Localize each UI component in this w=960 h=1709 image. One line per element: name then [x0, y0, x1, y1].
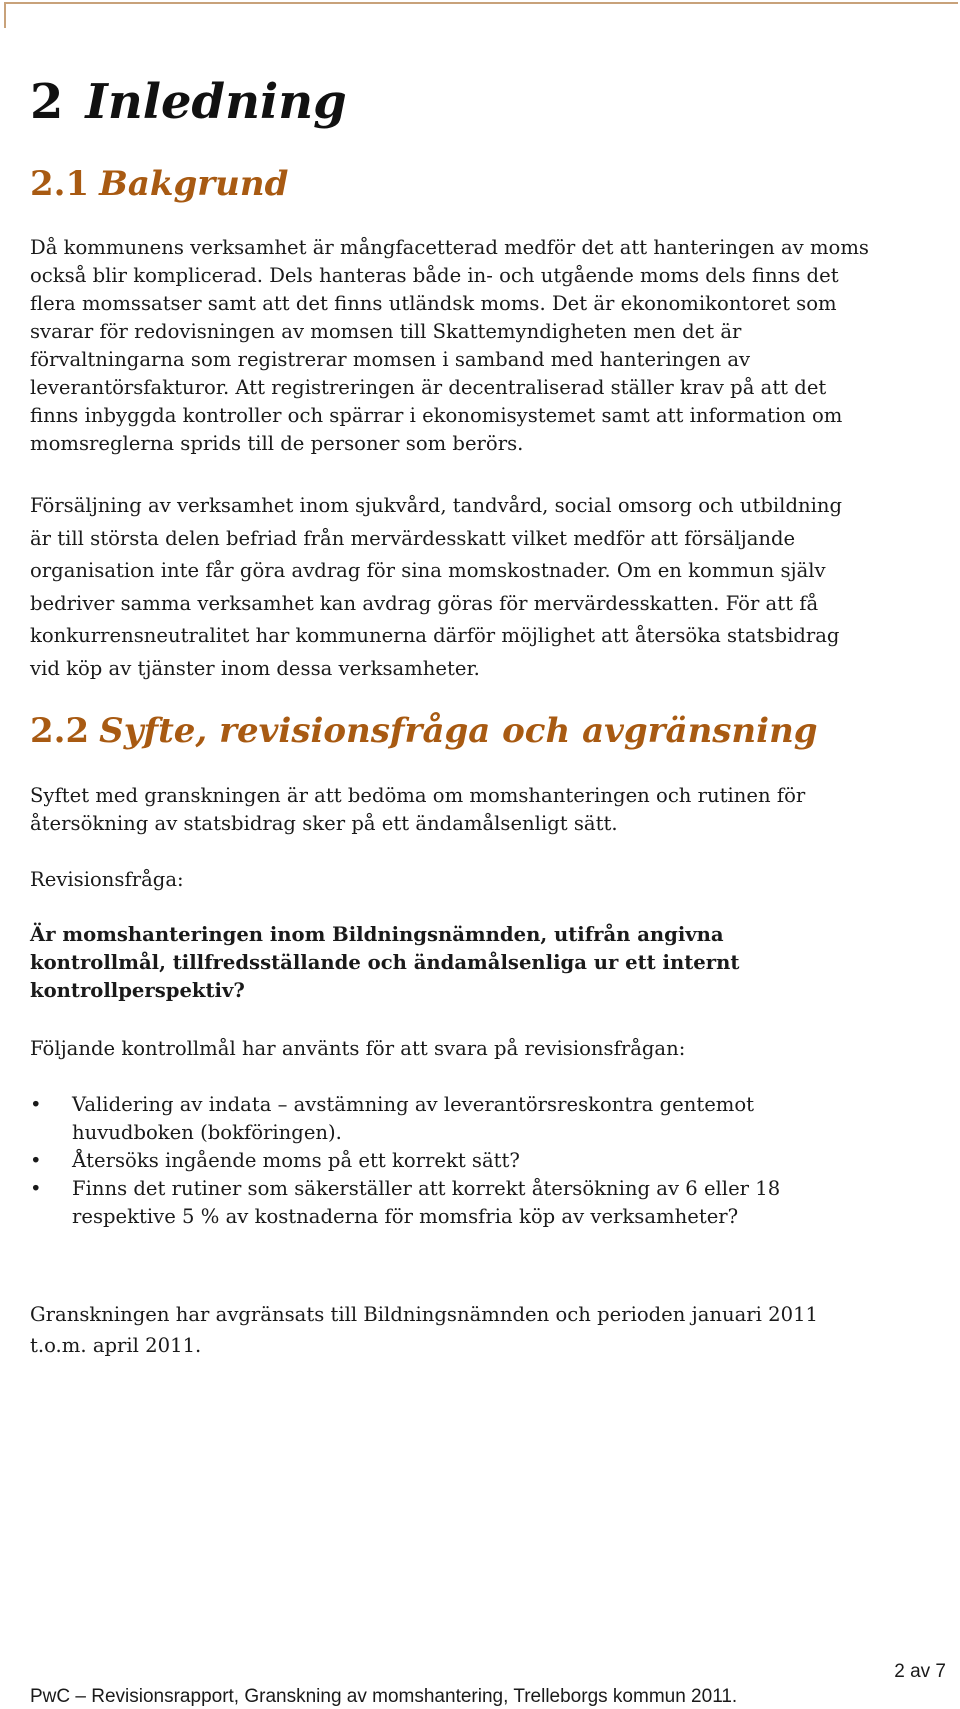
page-footer: PwC – Revisionsrapport, Granskning av momshantering, Trelleborgs kommun 2011.	[30, 1686, 738, 1707]
section-number: 2.1	[30, 164, 90, 204]
text-line: respektive 5 % av kostnaderna för momsfria köp av verksamheter?	[72, 1205, 739, 1228]
chapter-title: Inledning	[85, 74, 347, 130]
text-line: huvudboken (bokföringen).	[72, 1121, 342, 1144]
section-number: 2.2	[30, 711, 90, 751]
chapter-number: 2	[30, 74, 64, 130]
text-line: Återsöks ingående moms på ett korrekt sätt?	[72, 1149, 520, 1172]
section-title: Syfte, revisionsfråga och avgränsning	[99, 711, 818, 751]
text-line: momsreglerna sprids till de personer som berörs.	[30, 432, 524, 455]
text-line: finns inbyggda kontroller och spärrar i ekonomisystemet samt att information om	[30, 404, 843, 427]
scope-paragraph	[30, 1299, 960, 1361]
text-line: kontrollmål, tillfredsställande och ändamålsenliga ur ett internt	[30, 951, 740, 974]
text-line: bedriver samma verksamhet kan avdrag göras för mervärdesskatten. För att få	[30, 591, 819, 615]
question-label	[30, 866, 960, 894]
text-line: Försäljning av verksamhet inom sjukvård, tandvård, social omsorg och utbildning	[30, 494, 843, 517]
text-line: vid köp av tjänster inom dessa verksamheter.	[30, 656, 480, 680]
section-heading-syfte	[30, 711, 818, 752]
purpose-paragraph	[30, 782, 960, 838]
text-line: Finns det rutiner som säkerställer att korrekt återsökning av 6 eller 18	[72, 1177, 781, 1200]
text-line: t.o.m. april 2011.	[30, 1334, 202, 1357]
text-line: svarar för redovisningen av momsen till Skattemyndigheten men det är	[30, 320, 742, 343]
section-title: Bakgrund	[99, 164, 289, 204]
text-line: återsökning av statsbidrag sker på ett ändamålsenligt sätt.	[30, 812, 618, 835]
text-line: leverantörsfakturor. Att registreringen är decentraliserad ställer krav på att det	[30, 376, 827, 399]
top-border-line	[4, 2, 958, 4]
text-line: Validering av indata – avstämning av leverantörsreskontra gentemot	[72, 1093, 755, 1116]
text-line: konkurrensneutralitet har kommunerna därför möjlighet att återsöka statsbidrag	[30, 624, 840, 648]
text-line: Följande kontrollmål har använts för att svara på revisionsfrågan:	[30, 1037, 686, 1060]
text-line: är till största delen befriad från mervärdesskatt vilket medför att försäljande	[30, 526, 796, 550]
bullet-icon: •	[30, 1093, 42, 1116]
bullet-icon: •	[30, 1177, 42, 1200]
section-heading-bakgrund	[30, 164, 288, 205]
text-line: förvaltningarna som registrerar momsen i samband med hanteringen av	[30, 348, 751, 371]
text-line: kontrollperspektiv?	[30, 979, 245, 1002]
list-item	[30, 1091, 780, 1147]
text-line: Granskningen har avgränsats till Bildningsnämnden och perioden januari 2011	[30, 1303, 819, 1326]
background-paragraph-1	[30, 234, 960, 458]
list-item	[30, 1147, 780, 1175]
page-number: 2 av 7	[894, 1661, 946, 1682]
text-line: Då kommunens verksamhet är mångfacetterad medför det att hanteringen av moms	[30, 236, 869, 259]
objectives-intro	[30, 1035, 960, 1063]
text-line: Revisionsfråga:	[30, 868, 184, 891]
audit-question	[30, 921, 960, 1005]
text-line: också blir komplicerad. Dels hanteras både in- och utgående moms dels finns det	[30, 264, 839, 287]
text-line: flera momssatser samt att det finns utländsk moms. Det är ekonomikontoret som	[30, 292, 837, 315]
list-item	[30, 1175, 780, 1231]
top-border-corner	[4, 2, 6, 28]
text-line: organisation inte får göra avdrag för sina momskostnader. Om en kommun själv	[30, 559, 826, 583]
text-line: Syftet med granskningen är att bedöma om momshanteringen och rutinen för	[30, 784, 806, 807]
text-line: Är momshanteringen inom Bildningsnämnden, utifrån angivna	[30, 923, 724, 946]
chapter-heading	[30, 76, 347, 129]
bullet-icon: •	[30, 1149, 42, 1172]
control-objectives-list	[30, 1091, 780, 1231]
background-paragraph-2	[30, 490, 960, 686]
